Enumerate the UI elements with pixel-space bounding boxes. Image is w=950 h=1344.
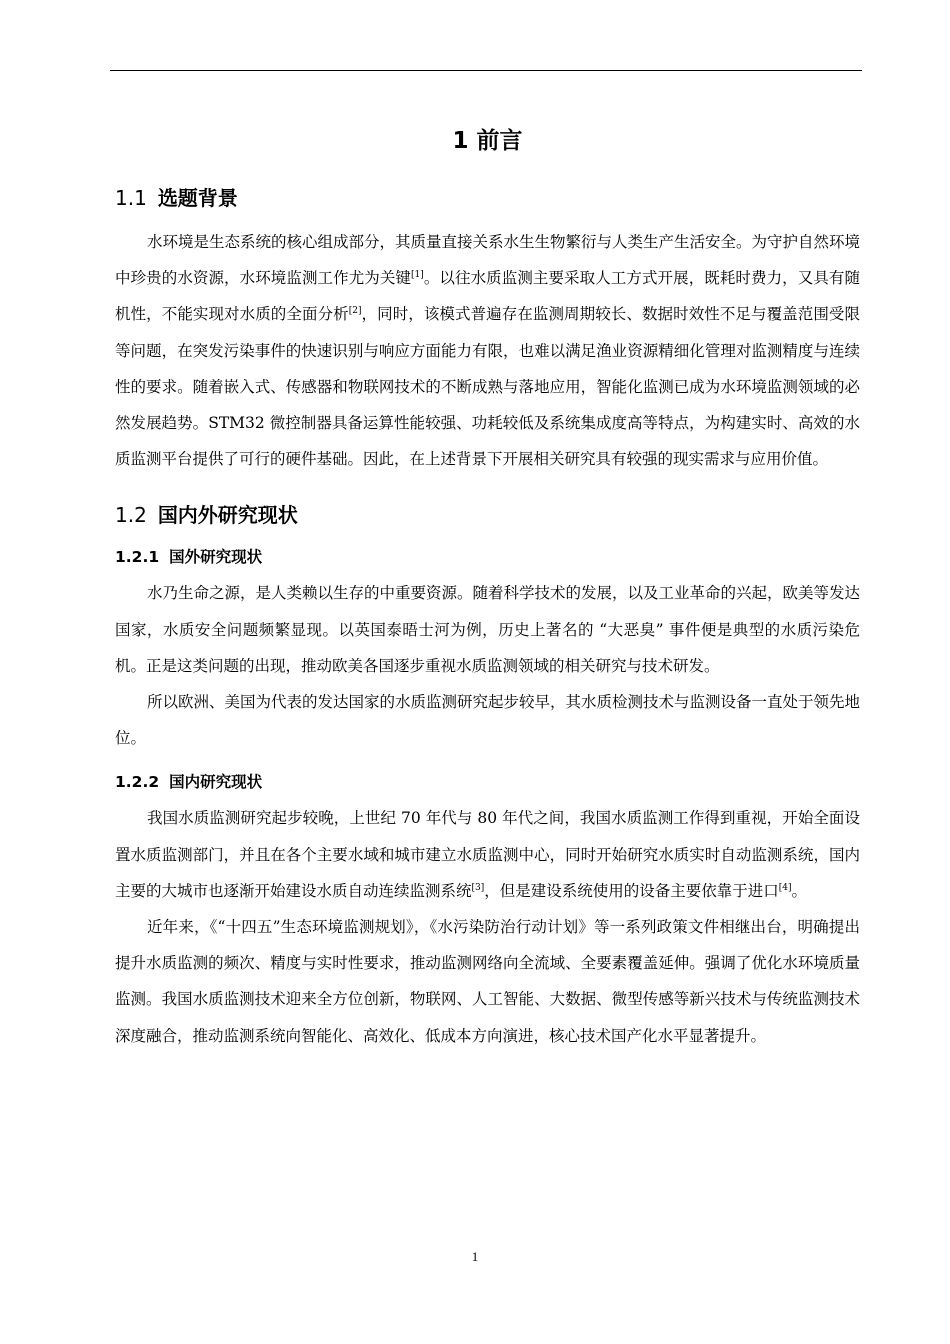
paragraph-text: 我国水质监测研究起步较晚，上世纪 70 年代与 80 年代之间，我国水质监测工作得到重视，开始全面设置水质监测部门，并且在各个主要水域和城市建立水质监测中心，同时开始研究水质实时自动监测系统，国内主要的大城市也逐渐开始建设水质自动连续监测系统 bbox=[115, 809, 860, 900]
paragraph-text: ，同时，该模式普遍存在监测周期较长、数据时效性不足与覆盖范围受限等问题，在突发污染事件的快速识别与响应方面能力有限，也难以满足渔业资源精细化管理对监测精度与连续性的要求。随着嵌入式、传感器和物联网技术的不断成熟与落地应用，智能化监测已成为水环境监测领域的必然发展趋势。STM32 微控制器具备运算性能较强、功耗较低及系统集成度高等特点，为构建实时、高效的水质监测平台提供了可行的硬件基础。因此，在上述背景下开展相关研究具有较强的现实需求与应用价值。 bbox=[115, 305, 860, 469]
section-title: 选题背景 bbox=[157, 186, 238, 210]
subsection-title: 国内研究现状 bbox=[169, 773, 263, 792]
paragraph-foreign-2: 所以欧洲、美国为代表的发达国家的水质监测研究起步较早，其水质检测技术与监测设备一直处于领先地位。 bbox=[115, 693, 861, 748]
citation-ref: [4] bbox=[778, 882, 792, 893]
section-title: 国内外研究现状 bbox=[157, 503, 298, 528]
paragraph-domestic-1 bbox=[115, 800, 860, 909]
paragraph-text: 。 bbox=[791, 881, 808, 900]
chapter-title: 1 前言 bbox=[452, 128, 523, 154]
paragraph-domestic-2: 近年来，《“十四五”生态环境监测规划》，《水污染防治行动计划》等一系列政策文件相继出台，明确提出提升水质监测的频次、精度与实时性要求，推动监测网络向全流域、全要素覆盖延伸。强调了优化水环境质量监测。我国水质监测技术迎来全方位创新，物联网、人工智能、大数据、微型传感等新兴技术与传统监测技术深度融合，推动监测系统向智能化、高效化、低成本方向演进，核心技术国产化水平显著提升。 bbox=[115, 918, 860, 1045]
paragraph-foreign-1: 水乃生命之源，是人类赖以生存的中重要资源。随着科学技术的发展，以及工业革命的兴起，欧美等发达国家，水质安全问题频繁显现。以英国泰晤士河为例，历史上著名的 “大恶臭” 事件便是典型的水质污染危机。正是这类问题的出现，推动欧美各国逐步重视水质监测领域的相关研究与技术研发。 bbox=[115, 584, 861, 675]
subsection-heading-1-2-1 bbox=[115, 545, 860, 569]
section-number: 1.1 bbox=[115, 186, 147, 210]
subsection-title: 国外研究现状 bbox=[169, 548, 263, 567]
citation-ref: [1] bbox=[411, 270, 424, 281]
page-number: 1 bbox=[471, 1249, 479, 1264]
header-rule bbox=[110, 70, 862, 71]
subsection-number: 1.2.1 bbox=[115, 548, 160, 567]
page-body bbox=[115, 118, 860, 1054]
section-heading-1-2 bbox=[115, 499, 860, 531]
paragraph-text: 。以往水质监测主要采取人工方式开展，既耗时费力，又具有随机性，不能实现对水质的全面分析 bbox=[115, 269, 860, 324]
paragraph-background bbox=[115, 224, 860, 477]
paragraph-text: ，但是建设系统使用的设备主要依靠于进口 bbox=[484, 881, 779, 900]
citation-ref: [2] bbox=[348, 306, 362, 317]
paragraph-text: 水环境是生态系统的核心组成部分，其质量直接关系水生生物繁衍与人类生产生活安全。为守护自然环境中珍贵的水资源，水环境监测工作尤为关键 bbox=[115, 233, 861, 288]
section-number: 1.2 bbox=[115, 503, 147, 528]
subsection-heading-1-2-2 bbox=[115, 770, 860, 794]
citation-ref: [3] bbox=[471, 882, 485, 893]
section-heading-1-1 bbox=[115, 182, 860, 214]
subsection-number: 1.2.2 bbox=[115, 773, 160, 792]
